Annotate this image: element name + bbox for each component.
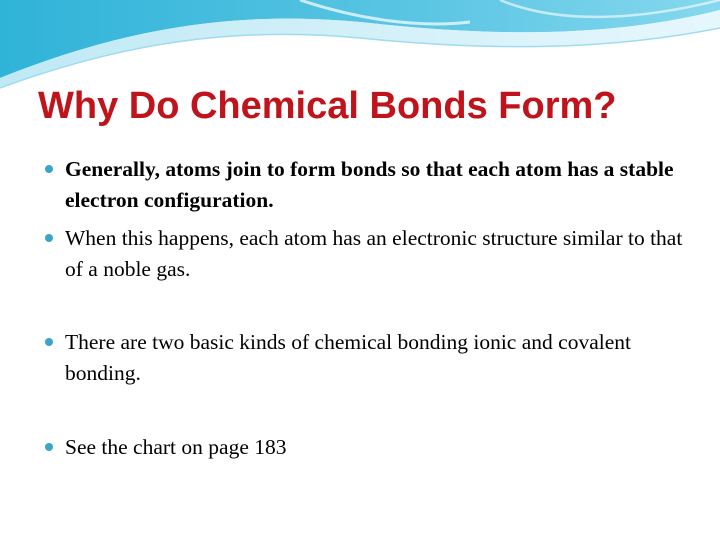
bullet-item	[44, 154, 684, 216]
bullet-item	[44, 432, 684, 463]
bullet-text: When this happens, each atom has an electronic structure similar to that of a noble gas.	[65, 226, 683, 281]
bullet-text: Generally, atoms join to form bonds so that each atom has a stable electron configuration.	[65, 157, 674, 212]
bullet-list	[44, 154, 684, 463]
bullet-dot-icon	[45, 165, 53, 173]
bullet-item	[44, 223, 684, 285]
bullet-dot-icon	[45, 234, 53, 242]
bullet-item	[44, 327, 684, 389]
bullet-dot-icon	[45, 338, 53, 346]
bullet-text: There are two basic kinds of chemical bonding ionic and covalent bonding.	[65, 330, 631, 385]
slide-title: Why Do Chemical Bonds Form?	[38, 85, 617, 127]
bullet-text: See the chart on page 183	[65, 435, 287, 459]
bullet-dot-icon	[45, 443, 53, 451]
